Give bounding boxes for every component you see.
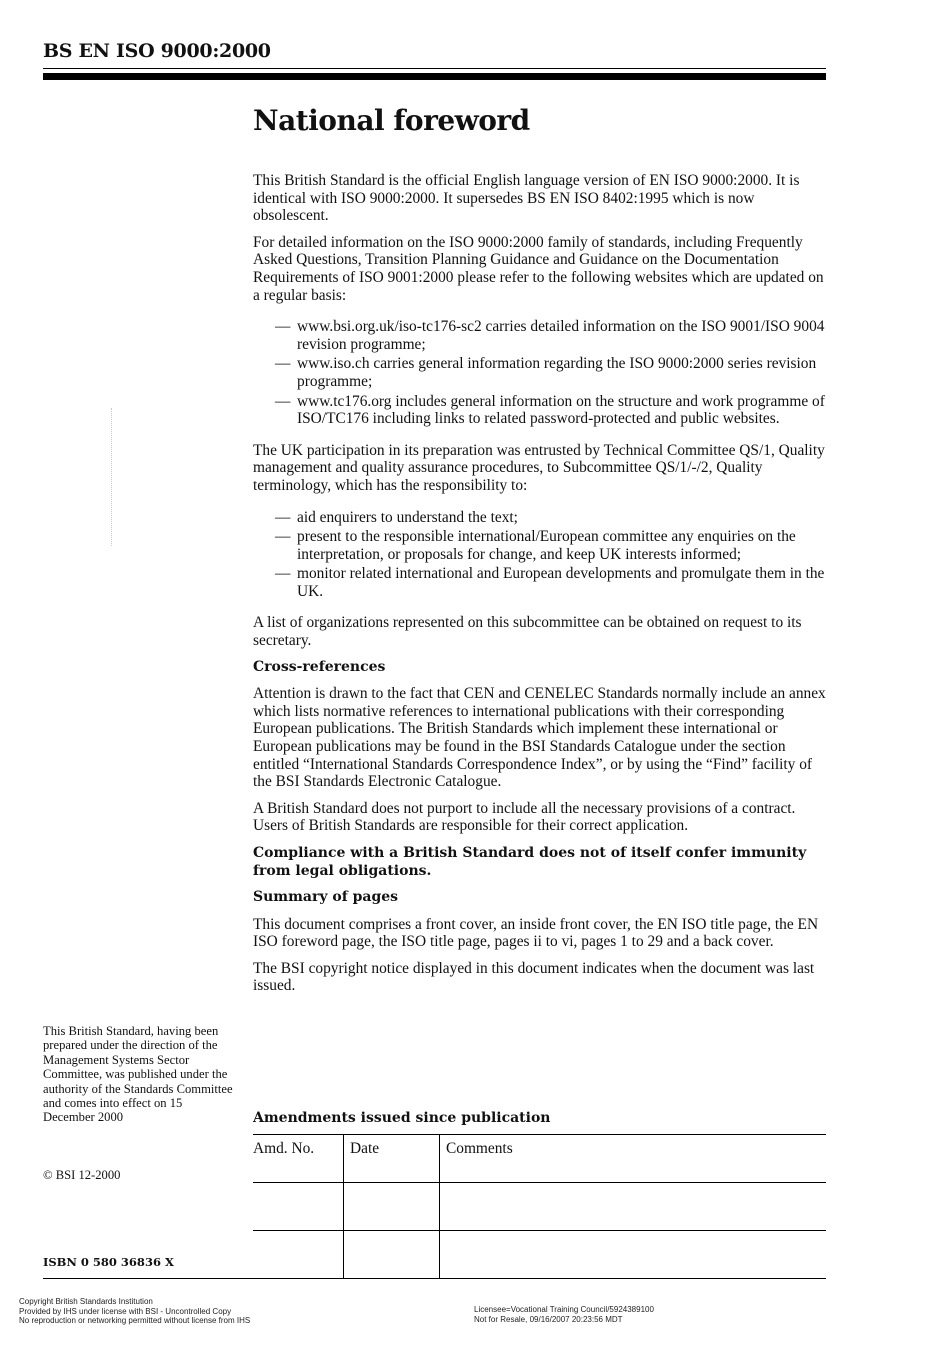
document-id-header: BS EN ISO 9000:2000 — [43, 40, 271, 62]
responsibility-list — [253, 509, 826, 601]
footer-license-right — [474, 1305, 654, 1324]
national-foreword-section — [253, 104, 826, 1004]
list-item: — monitor related international and European developments and promulgate them in the UK. — [275, 565, 826, 600]
footer-line: Copyright British Standards Institution — [19, 1297, 153, 1306]
list-item: — www.bsi.org.uk/iso-tc176-sc2 carries detailed information on the ISO 9001/ISO 9004 revision programme; — [275, 318, 826, 353]
footer-rule — [43, 1278, 826, 1279]
column-header-comments: Comments — [440, 1135, 827, 1183]
table-cell — [440, 1183, 827, 1231]
table-row — [253, 1183, 826, 1231]
list-item: — www.tc176.org includes general information on the structure and work programme of ISO/TC176 including links to related password-protected and public websites. — [275, 393, 826, 428]
paragraph-participation: The UK participation in its preparation was entrusted by Technical Committee QS/1, Quality management and quality assurance procedures, to Subcommittee QS/1/-/2, Quality terminology, which has the responsibility to: — [253, 441, 825, 494]
paragraph-detailed-info: For detailed information on the ISO 9000:2000 family of standards, including Frequently Asked Questions, Transition Planning Guidance and Guidance on the Documentation Requirements of ISO 9001:2000 please refer to the following websites which are updated on a regular basis: — [253, 233, 824, 304]
publication-note: This British Standard, having been prepared under the direction of the Management Systems Sector Committee, was published under the authority of the Standards Committee and comes into effect on 15 December 2000 — [43, 1024, 233, 1125]
table-row — [253, 1231, 826, 1279]
column-header-amd-no: Amd. No. — [253, 1135, 344, 1183]
table-cell — [253, 1231, 344, 1279]
paragraph-organizations: A list of organizations represented on this subcommittee can be obtained on request to its secretary. — [253, 614, 802, 650]
amendments-heading: Amendments issued since publication — [253, 1110, 551, 1126]
cross-references-heading: Cross-references — [253, 658, 386, 675]
table-header-row — [253, 1135, 826, 1183]
paragraph-intro: This British Standard is the official English language version of EN ISO 9000:2000. It is identical with ISO 9000:2000. It supersedes BS EN ISO 8402:1995 which is now obsolescent. — [253, 172, 800, 225]
column-header-date: Date — [344, 1135, 440, 1183]
table-cell — [440, 1231, 827, 1279]
table-cell — [344, 1183, 440, 1231]
footer-line: Provided by IHS under license with BSI - Uncontrolled Copy — [19, 1306, 232, 1316]
isbn: ISBN 0 580 36836 X — [43, 1255, 174, 1269]
header-rule-thick — [43, 73, 826, 80]
footer-license-left — [19, 1297, 250, 1326]
copyright-date: © BSI 12-2000 — [43, 1168, 121, 1182]
summary-of-pages-heading: Summary of pages — [253, 889, 399, 905]
footer-line: No reproduction or networking permitted without license from IHS — [19, 1316, 251, 1325]
paragraph-summary: This document comprises a front cover, an inside front cover, the EN ISO title page, the EN ISO foreword page, the ISO title page, pages ii to vi, pages 1 to 29 and a back cover. — [253, 915, 819, 951]
table-cell — [253, 1183, 344, 1231]
footer-line: Not for Resale, 09/16/2007 20:23:56 MDT — [474, 1314, 623, 1324]
compliance-statement: Compliance with a British Standard does not of itself confer immunity from legal obligations. — [253, 845, 807, 879]
paragraph-copyright-notice: The BSI copyright notice displayed in this document indicates when the document was last issued. — [253, 959, 815, 995]
margin-dotted-mark — [111, 408, 114, 546]
list-item: — www.iso.ch carries general information regarding the ISO 9000:2000 series revision programme; — [275, 355, 826, 390]
amendments-table — [253, 1134, 826, 1279]
website-list — [253, 318, 826, 428]
list-item: — present to the responsible international/European committee any enquiries on the interpretation, or proposals for change, and keep UK interests informed; — [275, 528, 826, 563]
header-rule-thin — [43, 68, 826, 69]
list-item: — aid enquirers to understand the text; — [275, 509, 826, 527]
footer-line: Licensee=Vocational Training Council/5924389100 — [474, 1305, 654, 1314]
page-title: National foreword — [253, 104, 530, 137]
paragraph-provisions: A British Standard does not purport to include all the necessary provisions of a contract. Users of British Standards are responsible for their correct application. — [253, 799, 796, 835]
table-cell — [344, 1231, 440, 1279]
paragraph-cross-references: Attention is drawn to the fact that CEN and CENELEC Standards normally include an annex which lists normative references to international publications with their corresponding European publications. The British Standards which implement these international or European publications may be found in the BSI Standards Catalogue under the section entitled “International Standards Correspondence Index”, or by using the “Find” facility of the BSI Standards Electronic Catalogue. — [253, 685, 826, 791]
